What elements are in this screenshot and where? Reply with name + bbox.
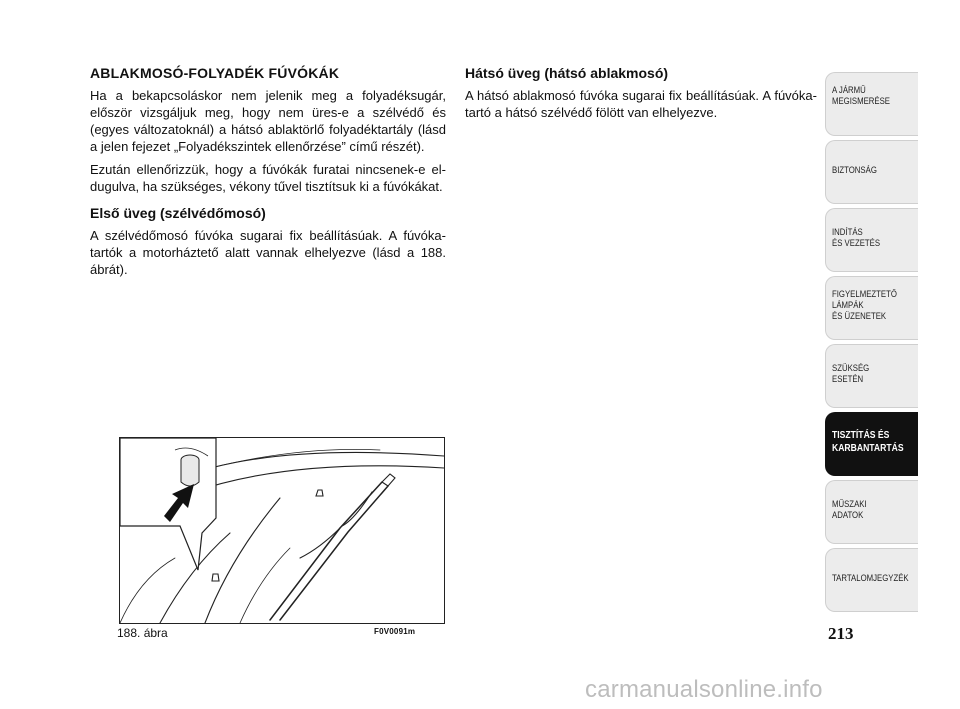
tab-szukseg-eseten[interactable]: [825, 344, 918, 408]
tab-label-line: MEGISMERÉSE: [832, 96, 891, 107]
washer-nozzle-illustration: [120, 438, 444, 623]
tab-biztonsag[interactable]: [825, 140, 918, 204]
tab-label-line: LÁMPÁK: [832, 300, 864, 311]
tab-label-line: SZÜKSÉG: [832, 363, 870, 374]
paragraph-front-nozzle: A szélvédőmosó fúvóka sugarai fix beállításúak. A fúvókatartók a motorháztető alatt vannak elhelyezve (lásd a 188. ábrát).: [90, 228, 446, 277]
tab-label-line: BIZTONSÁG: [832, 165, 877, 176]
paragraph-check-reservoir: Ha a bekapcsoláskor nem jelenik meg a folyadéksugár, először vizsgáljuk meg, hogy nem üres-e a szélvédő és (egyes változatoknál) a hátsó ablaktörlő folyadéktartály (lásd a jelen fejezet „Folyadékszintek ellenőrzése” című részét).: [90, 88, 446, 154]
figure-caption: 188. ábra: [117, 626, 168, 640]
tab-label-line: TARTALOMJEGYZÉK: [832, 573, 909, 584]
tab-label-line: ÉS ÜZENETEK: [832, 311, 887, 322]
figure-code: F0V0091m: [374, 627, 416, 636]
section-heading: ABLAKMOSÓ-FOLYADÉK FÚVÓKÁK: [90, 65, 340, 81]
tab-a-jarmu-megismerese[interactable]: [825, 72, 918, 136]
paragraph-check-nozzles: Ezután ellenőrizzük, hogy a fúvókák furatai nincsenek-e eldugulva, ha szükséges, vékony tűvel tisztítsuk ki a fúvókákat.: [90, 162, 446, 194]
paragraph-rear-nozzle: A hátsó ablakmosó fúvóka sugarai fix beállításúak. A fúvókatartó a hátsó szélvédő fölött van elhelyezve.: [465, 88, 817, 120]
tab-tartalomjegyzek[interactable]: [825, 548, 918, 612]
tab-label-line: INDÍTÁS: [832, 227, 863, 238]
tab-label-line: KARBANTARTÁS: [832, 442, 904, 454]
tab-label-line: ADATOK: [832, 510, 864, 521]
tab-inditas-es-vezetes[interactable]: [825, 208, 918, 272]
figure-188: [119, 437, 445, 624]
tab-label-line: TISZTÍTÁS ÉS: [832, 429, 890, 441]
chapter-tabs: [825, 72, 918, 616]
tab-muszaki-adatok[interactable]: [825, 480, 918, 544]
watermark: carmanualsonline.info: [585, 676, 823, 703]
tab-label-line: ESETÉN: [832, 374, 864, 385]
left-column: [90, 64, 446, 284]
tab-figyelmezteto-lampak[interactable]: [825, 276, 918, 340]
tab-label-line: FIGYELMEZTETŐ: [832, 289, 897, 300]
tab-tisztitas-es-karbantartas[interactable]: [825, 412, 918, 476]
right-column: [465, 64, 817, 127]
tab-label-line: A JÁRMŰ: [832, 85, 866, 96]
front-glass-subheading: Első üveg (szélvédőmosó): [90, 205, 266, 221]
tab-label-line: MŰSZAKI: [832, 499, 867, 510]
tab-label-line: ÉS VEZETÉS: [832, 238, 881, 249]
page-number: 213: [828, 624, 854, 643]
rear-glass-subheading: Hátsó üveg (hátsó ablakmosó): [465, 65, 669, 81]
